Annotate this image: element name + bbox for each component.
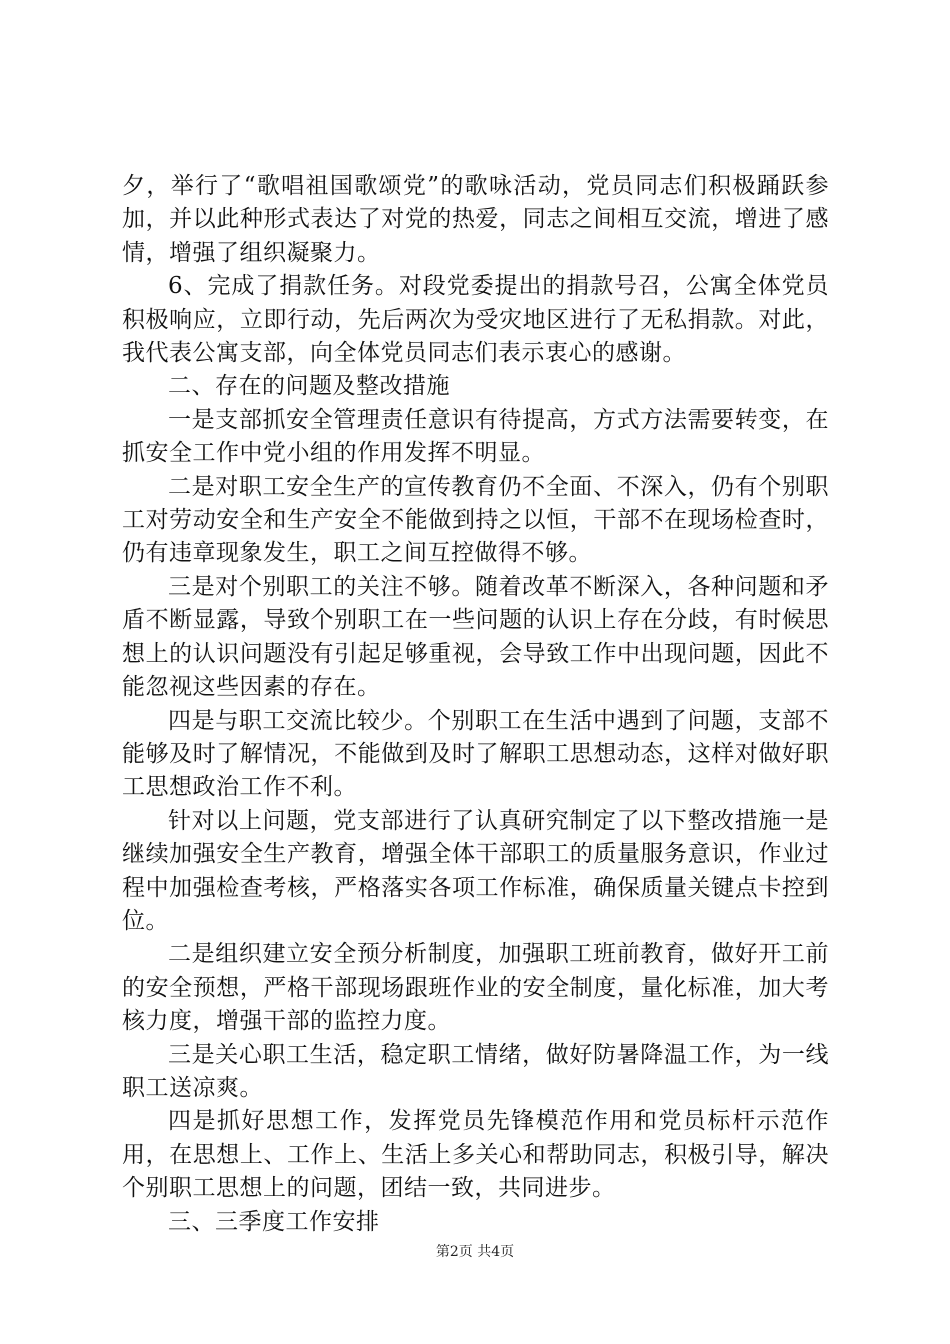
page-number-footer: 第2页 共4页 [435,1244,515,1260]
paragraph-problem-4: 四是与职工交流比较少。个别职工在生活中遇到了问题，支部不能够及时了解情况，不能做到及时了解职工思想动态，这样对做好职工思想政治工作不利。 [122,707,829,801]
paragraph-measure-4: 四是抓好思想工作，发挥党员先锋模范作用和党员标杆示范作用，在思想上、工作上、生活上多关心和帮助同志，积极引导，解决个别职工思想上的问题，团结一致，共同进步。 [122,1108,829,1202]
section-heading-problems: 二、存在的问题及整改措施 [168,373,450,400]
paragraph-problem-3: 三是对个别职工的关注不够。随着改革不断深入，各种问题和矛盾不断显露，导致个别职工在一些问题的认识上存在分歧，有时候思想上的认识问题没有引起足够重视，会导致工作中出现问题，因此不能忽视这些因素的存在。 [122,573,829,701]
paragraph-problem-2: 二是对职工安全生产的宣传教育仍不全面、不深入，仍有个别职工对劳动安全和生产安全不能做到持之以恒，干部不在现场检查时，仍有违章现象发生，职工之间互控做得不够。 [122,473,829,567]
paragraph-continuation: 夕，举行了“歌唱祖国歌颂党”的歌咏活动，党员同志们积极踊跃参加，并以此种形式表达了对党的热爱，同志之间相互交流，增进了感情，增强了组织凝聚力。 [122,173,829,266]
paragraph-donation: 6、完成了捐款任务。对段党委提出的捐款号召，公寓全体党员积极响应，立即行动，先后两次为受灾地区进行了无私捐款。对此，我代表公寓支部，向全体党员同志们表示衷心的感谢。 [122,273,829,367]
paragraph-problem-1: 一是支部抓安全管理责任意识有待提高，方式方法需要转变，在抓安全工作中党小组的作用发挥不明显。 [122,406,829,467]
section-heading-q3-plan: 三、三季度工作安排 [168,1208,380,1235]
paragraph-measure-1: 针对以上问题，党支部进行了认真研究制定了以下整改措施一是继续加强安全生产教育，增强全体干部职工的质量服务意识，作业过程中加强检查考核，严格落实各项工作标准，确保质量关键点卡控到位。 [122,807,829,934]
paragraph-measure-2: 二是组织建立安全预分析制度，加强职工班前教育，做好开工前的安全预想，严格干部现场跟班作业的安全制度，量化标准，加大考核力度，增强干部的监控力度。 [122,941,829,1035]
paragraph-measure-3: 三是关心职工生活，稳定职工情绪，做好防暑降温工作，为一线职工送凉爽。 [122,1041,829,1101]
document-body [122,170,829,1239]
